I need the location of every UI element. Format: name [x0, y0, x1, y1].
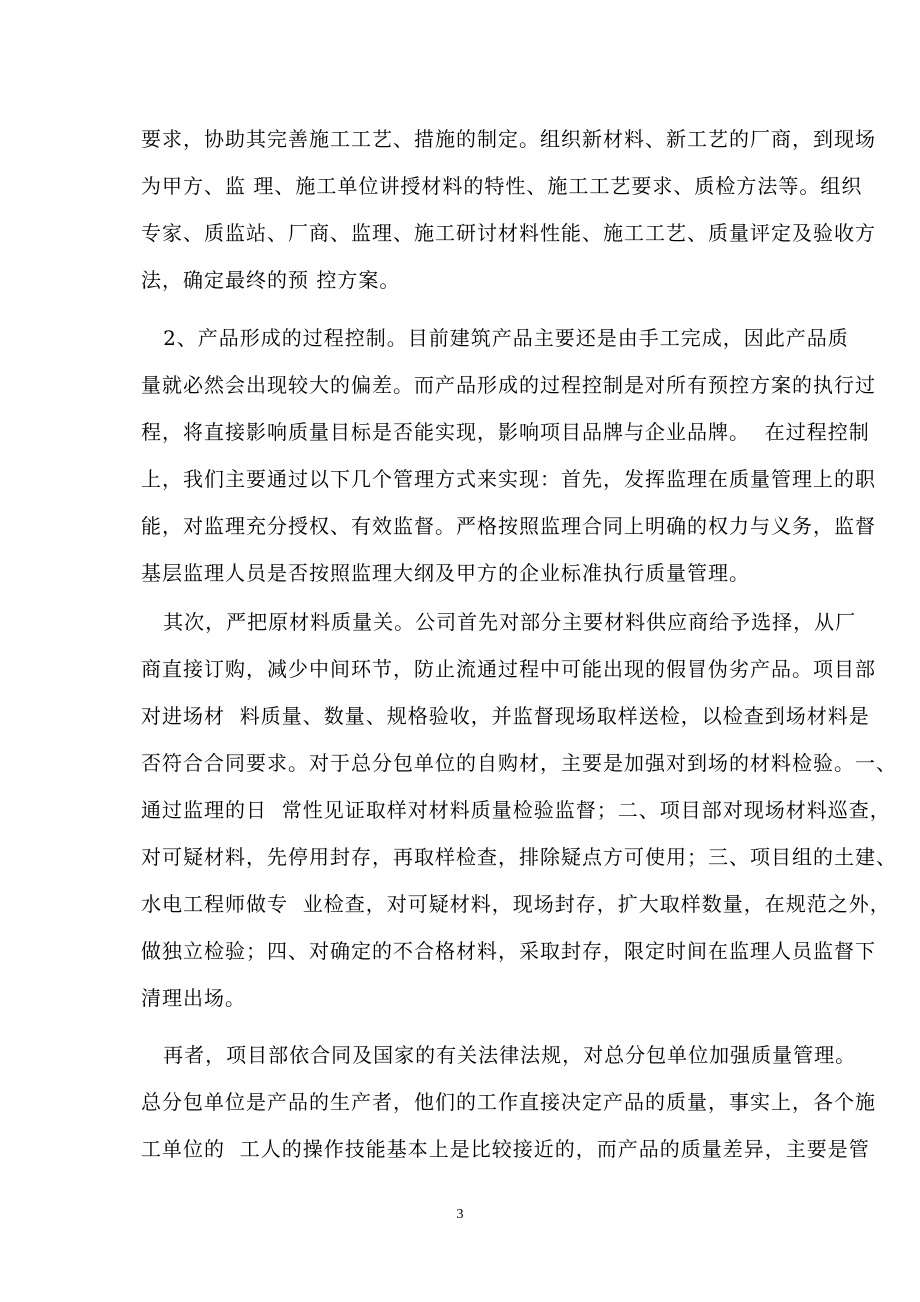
text-line: 做独立检验；四、对确定的不合格材料，采取封存，限定时间在监理人员监督下	[141, 939, 876, 963]
text-line: 量就必然会出现较大的偏差。而产品形成的过程控制是对所有预控方案的执行过	[141, 373, 876, 397]
text-line: 通过监理的日 常性见证取样对材料质量检验监督；二、项目部对现场材料巡查，	[141, 798, 891, 822]
text-line: 商直接订购，减少中间环节，防止流通过程中可能出现的假冒伪劣产品。项目部	[141, 657, 876, 681]
text-line: 要求，协助其完善施工工艺、措施的制定。组织新材料、新工艺的厂商，到现场	[141, 127, 876, 151]
text-line: 对进场材 料质量、数量、规格验收，并监督现场取样送检，以检查到场材料是	[141, 704, 870, 728]
text-line: 上，我们主要通过以下几个管理方式来实现：首先，发挥监理在质量管理上的职	[141, 467, 876, 491]
text-line: 2、产品形成的过程控制。目前建筑产品主要还是由手工完成，因此产品质	[141, 326, 849, 350]
text-line: 否符合合同要求。对于总分包单位的自购材，主要是加强对到场的材料检验。一、	[141, 751, 897, 775]
text-line: 能，对监理充分授权、有效监督。严格按照监理合同上明确的权力与义务，监督	[141, 514, 876, 538]
page-number: 3	[456, 1207, 464, 1222]
text-line: 为甲方、监 理、施工单位讲授材料的特性、施工工艺要求、质检方法等。组织	[141, 174, 863, 198]
text-line: 对可疑材料，先停用封存，再取样检查，排除疑点方可使用；三、项目组的土建、	[141, 845, 897, 869]
text-line: 基层监理人员是否按照监理大纲及甲方的企业标准执行质量管理。	[141, 561, 750, 585]
text-line: 程，将直接影响质量目标是否能实现，影响项目品牌与企业品牌。 在过程控制	[141, 420, 870, 444]
text-line: 其次，严把原材料质量关。公司首先对部分主要材料供应商给予选择，从厂	[141, 610, 857, 634]
text-line: 工单位的 工人的操作技能基本上是比较接近的，而产品的质量差异，主要是管	[141, 1137, 870, 1161]
text-line: 总分包单位是产品的生产者，他们的工作直接决定产品的质量，事实上，各个施	[141, 1090, 876, 1114]
text-line: 水电工程师做专 业检查，对可疑材料，现场封存，扩大取样数量，在规范之外，	[141, 892, 891, 916]
text-line: 专家、质监站、厂商、监理、施工研讨材料性能、施工工艺、质量评定及验收方	[141, 221, 876, 245]
text-line: 法，确定最终的预 控方案。	[141, 268, 401, 292]
text-line: 清理出场。	[141, 986, 246, 1010]
text-line: 再者，项目部依合同及国家的有关法律法规，对总分包单位加强质量管理。	[141, 1043, 857, 1067]
